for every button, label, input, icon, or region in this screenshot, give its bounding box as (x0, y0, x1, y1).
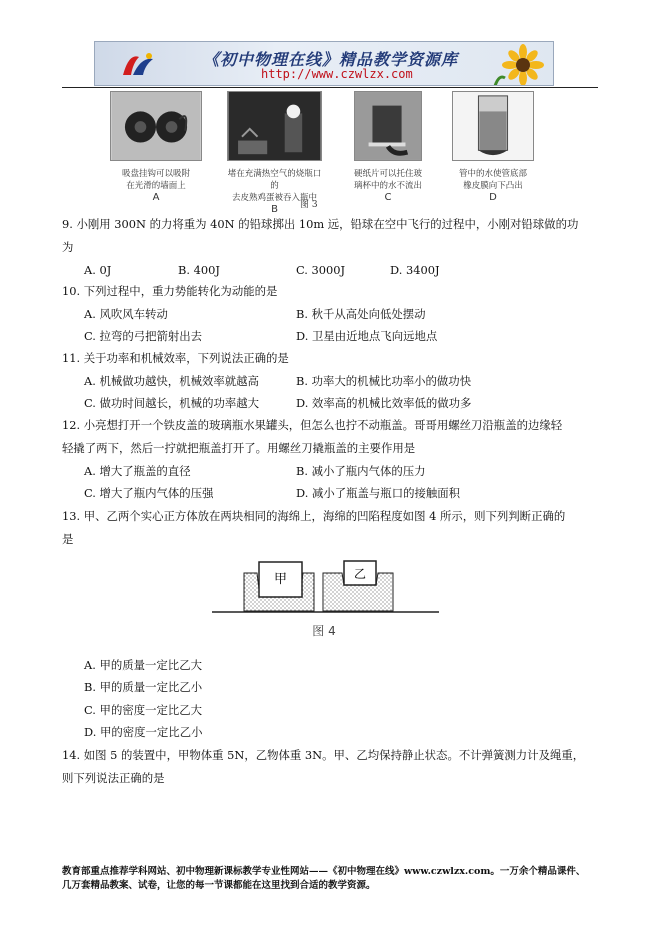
figure-3-caption-c-1: 硬纸片可以托住玻 (354, 169, 423, 179)
question-14-stem-2: 则下列说法正确的是 (62, 771, 165, 785)
figure-3-item-c (354, 91, 422, 203)
question-13-option-b: B. 甲的质量一定比乙小 (84, 680, 203, 694)
figure-3-label-a: A (152, 192, 160, 203)
figure-3-caption-d-1: 管中的水使管底部 (458, 169, 527, 179)
figure-3-caption-b-1: 堵在充满热空气的烧瓶口的 (227, 169, 322, 191)
footer-line-1: 教育部重点推荐学科网站、初中物理新课标教学专业性网站——《初中物理在线》www.czwlzx.com。一万余个精品课件、 (62, 866, 586, 877)
water-tube-image (452, 91, 534, 161)
question-12-option-d: D. 减小了瓶盖与瓶口的接触面积 (296, 486, 461, 500)
question-11-option-a: A. 机械做功越快，机械效率就越高 (84, 374, 259, 388)
question-10-stem: 10. 下列过程中，重力势能转化为动能的是 (62, 284, 278, 298)
question-13-stem-2: 是 (62, 532, 74, 546)
question-12-stem-1: 12. 小亮想打开一个铁皮盖的玻璃瓶水果罐头，但怎么也拧不动瓶盖。哥哥用螺丝刀沿瓶盖的边缘轻 (62, 418, 563, 432)
question-10-option-d: D. 卫星由近地点飞向远地点 (296, 329, 438, 343)
question-13-stem-1: 13. 甲、乙两个实心正方体放在两块相同的海绵上，海绵的凹陷程度如图 4 所示，则下列判断正确的 (62, 509, 566, 523)
block-yi-label: 乙 (353, 567, 367, 581)
question-12-option-b: B. 减小了瓶内气体的压力 (296, 464, 426, 478)
figure-3-label-b: B (271, 204, 278, 215)
glass-card-image (354, 91, 422, 161)
question-11-option-b: B. 功率大的机械比功率小的做功快 (296, 374, 472, 388)
question-13-option-d: D. 甲的密度一定比乙小 (84, 725, 203, 739)
question-9-option-d: D. 3400J (390, 263, 440, 277)
question-13-option-a: A. 甲的质量一定比乙大 (84, 658, 202, 672)
question-11-stem: 11. 关于功率和机械效率，下列说法正确的是 (62, 351, 289, 365)
figure-3-label-d: D (489, 192, 497, 203)
figure-3-caption-c-2: 璃杯中的水不流出 (354, 181, 423, 191)
question-9-stem-1: 9. 小刚用 300N 的力将重为 40N 的铅球掷出 10m 远，铅球在空中飞行的过程中，小刚对铅球做的功 (62, 217, 579, 231)
question-11-option-c: C. 做功时间越长，机械的功率越大 (84, 396, 260, 410)
block-jia-label: 甲 (273, 572, 288, 587)
figure-3 (110, 91, 540, 215)
question-10-option-a: A. 风吹风车转动 (84, 307, 168, 321)
figure-3-caption-d-2: 橡皮膜向下凸出 (463, 181, 523, 191)
figure-3-number: 图 3 (300, 200, 318, 210)
figure-4-number: 图 4 (312, 624, 336, 638)
question-12-option-c: C. 增大了瓶内气体的压强 (84, 486, 214, 500)
suction-hook-image (110, 91, 202, 161)
header-url[interactable]: http://www.czwlzx.com (261, 67, 413, 81)
site-logo-icon (119, 49, 159, 79)
page-footer (62, 865, 602, 893)
question-12-option-a: A. 增大了瓶盖的直径 (84, 464, 191, 478)
figure-3-label-c: C (384, 192, 392, 203)
header-title: 《初中物理在线》精品教学资源库 (203, 50, 459, 69)
question-10-option-c: C. 拉弯的弓把箭射出去 (84, 329, 203, 343)
question-13-option-c: C. 甲的密度一定比乙大 (84, 703, 203, 717)
question-11-option-d: D. 效率高的机械比效率低的做功多 (296, 396, 472, 410)
question-14-stem-1: 14. 如图 5 的装置中，甲物体重 5N，乙物体重 3N。甲、乙均保持静止状态。不计弹簧测力计及绳重， (62, 748, 585, 762)
figure-3-caption-a-1: 吸盘挂钩可以吸附 (121, 169, 190, 179)
question-9-option-a: A. 0J (84, 263, 112, 277)
figure-3-item-d (452, 91, 534, 203)
figure-3-caption-a-2: 在光滑的墙面上 (126, 181, 186, 191)
question-10-option-b: B. 秋千从高处向低处摆动 (296, 307, 426, 321)
figure-4 (212, 555, 439, 640)
question-9-option-c: C. 3000J (296, 263, 346, 277)
sunflower-icon (491, 44, 547, 86)
question-9-stem-2: 为 (62, 240, 74, 254)
question-12-stem-2: 轻撬了两下，然后一拧就把瓶盖打开了。用螺丝刀撬瓶盖的主要作用是 (62, 441, 416, 455)
egg-flask-image (227, 91, 322, 161)
footer-line-2: 几万套精品教案、试卷，让您的每一节课都能在这里找到合适的教学资源。 (62, 880, 376, 891)
figure-3-caption-b-2: 去皮熟鸡蛋被吞入瓶中 (231, 193, 317, 203)
figure-3-item-a (110, 91, 202, 203)
header-rule (62, 87, 598, 88)
header-banner (94, 41, 554, 86)
question-9-option-b: B. 400J (178, 263, 220, 277)
